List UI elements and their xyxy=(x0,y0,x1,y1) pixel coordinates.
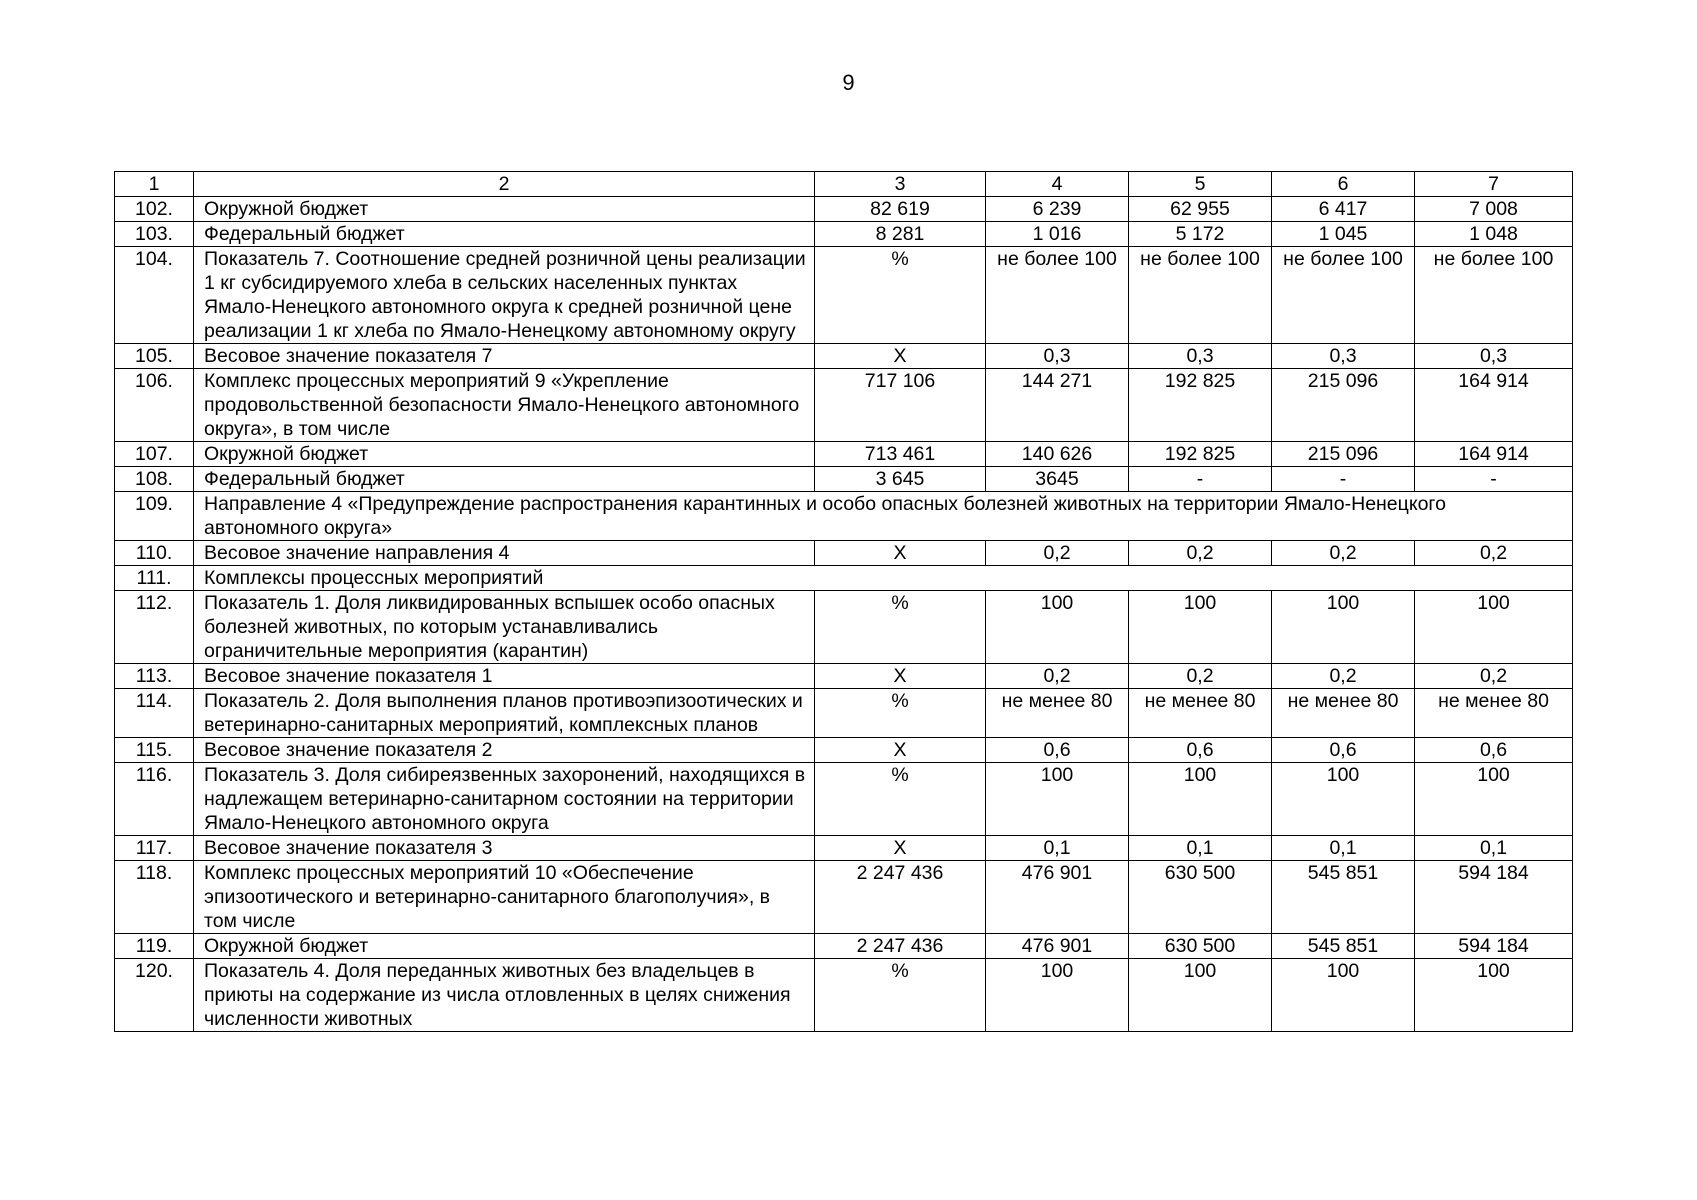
value-cell: 100 xyxy=(1272,763,1415,836)
value-cell: 3645 xyxy=(986,467,1129,492)
row-number-cell: 104. xyxy=(115,247,194,344)
value-cell: 0,3 xyxy=(1129,344,1272,369)
row-number-cell: 105. xyxy=(115,344,194,369)
value-cell: 215 096 xyxy=(1272,442,1415,467)
value-cell: 717 106 xyxy=(815,369,986,442)
row-number-cell: 115. xyxy=(115,738,194,763)
row-number-cell: 110. xyxy=(115,541,194,566)
table-row xyxy=(115,197,1573,222)
value-cell: 0,1 xyxy=(1129,836,1272,861)
value-cell: 100 xyxy=(1272,959,1415,1032)
value-cell: Х xyxy=(815,836,986,861)
table-row xyxy=(115,222,1573,247)
row-number-cell: 114. xyxy=(115,689,194,738)
indicator-name-cell: Весовое значение показателя 7 xyxy=(194,344,815,369)
indicator-name-cell: Федеральный бюджет xyxy=(194,467,815,492)
value-cell: 62 955 xyxy=(1129,197,1272,222)
value-cell: 192 825 xyxy=(1129,442,1272,467)
value-cell: - xyxy=(1272,467,1415,492)
value-cell: 1 045 xyxy=(1272,222,1415,247)
table-row xyxy=(115,442,1573,467)
value-cell: 0,6 xyxy=(1129,738,1272,763)
column-number-cell: 1 xyxy=(115,172,194,197)
value-cell: 0,2 xyxy=(986,541,1129,566)
section-title-cell: Комплексы процессных мероприятий xyxy=(194,566,1573,591)
value-cell: 100 xyxy=(1129,591,1272,664)
value-cell: 545 851 xyxy=(1272,934,1415,959)
indicator-name-cell: Показатель 4. Доля переданных животных без владельцев в приюты на содержание из числа отловленных в целях снижения численности животных xyxy=(194,959,815,1032)
column-number-cell: 7 xyxy=(1415,172,1573,197)
row-number-cell: 108. xyxy=(115,467,194,492)
table-row xyxy=(115,369,1573,442)
value-cell: Х xyxy=(815,664,986,689)
indicator-name-cell: Комплекс процессных мероприятий 9 «Укрепление продовольственной безопасности Ямало-Ненецкого автономного округа», в том числе xyxy=(194,369,815,442)
value-cell: 6 239 xyxy=(986,197,1129,222)
row-number-cell: 112. xyxy=(115,591,194,664)
value-cell: 0,1 xyxy=(1272,836,1415,861)
indicator-name-cell: Показатель 7. Соотношение средней розничной цены реализации 1 кг субсидируемого хлеба в сельских населенных пунктах Ямало-Ненецкого автономного округа к средней розничной цене реализации 1 кг хлеба по Ямало-Ненецкому автономному округу xyxy=(194,247,815,344)
row-number-cell: 102. xyxy=(115,197,194,222)
value-cell: 164 914 xyxy=(1415,369,1573,442)
value-cell: 594 184 xyxy=(1415,934,1573,959)
table-row xyxy=(115,836,1573,861)
table-row xyxy=(115,664,1573,689)
indicator-name-cell: Окружной бюджет xyxy=(194,197,815,222)
value-cell: 0,2 xyxy=(1129,664,1272,689)
value-cell: 0,2 xyxy=(1415,541,1573,566)
value-cell: 0,1 xyxy=(1415,836,1573,861)
value-cell: 5 172 xyxy=(1129,222,1272,247)
table-header-row xyxy=(115,172,1573,197)
column-number-cell: 4 xyxy=(986,172,1129,197)
value-cell: не менее 80 xyxy=(1129,689,1272,738)
table-row xyxy=(115,467,1573,492)
value-cell: 2 247 436 xyxy=(815,934,986,959)
indicator-name-cell: Весовое значение направления 4 xyxy=(194,541,815,566)
value-cell: 0,1 xyxy=(986,836,1129,861)
value-cell: 6 417 xyxy=(1272,197,1415,222)
indicator-name-cell: Федеральный бюджет xyxy=(194,222,815,247)
value-cell: 164 914 xyxy=(1415,442,1573,467)
column-number-cell: 3 xyxy=(815,172,986,197)
value-cell: Х xyxy=(815,344,986,369)
table-row xyxy=(115,934,1573,959)
value-cell: 545 851 xyxy=(1272,861,1415,934)
indicator-name-cell: Весовое значение показателя 1 xyxy=(194,664,815,689)
indicator-name-cell: Показатель 1. Доля ликвидированных вспышек особо опасных болезней животных, по которым устанавливались ограничительные мероприятия (карантин) xyxy=(194,591,815,664)
value-cell: 3 645 xyxy=(815,467,986,492)
value-cell: 140 626 xyxy=(986,442,1129,467)
value-cell: не менее 80 xyxy=(986,689,1129,738)
value-cell: 82 619 xyxy=(815,197,986,222)
value-cell: 0,3 xyxy=(1272,344,1415,369)
indicator-name-cell: Окружной бюджет xyxy=(194,442,815,467)
value-cell: не более 100 xyxy=(1272,247,1415,344)
value-cell: не менее 80 xyxy=(1415,689,1573,738)
row-number-cell: 111. xyxy=(115,566,194,591)
value-cell: 1 048 xyxy=(1415,222,1573,247)
value-cell: 100 xyxy=(986,763,1129,836)
row-number-cell: 119. xyxy=(115,934,194,959)
value-cell: 100 xyxy=(986,959,1129,1032)
value-cell: 215 096 xyxy=(1272,369,1415,442)
value-cell: 0,3 xyxy=(986,344,1129,369)
row-number-cell: 117. xyxy=(115,836,194,861)
table-row xyxy=(115,492,1573,541)
value-cell: 192 825 xyxy=(1129,369,1272,442)
column-number-cell: 2 xyxy=(194,172,815,197)
value-cell: 100 xyxy=(986,591,1129,664)
indicators-table xyxy=(114,171,1573,1032)
value-cell: % xyxy=(815,689,986,738)
page-number: 9 xyxy=(842,70,855,95)
indicator-name-cell: Весовое значение показателя 2 xyxy=(194,738,815,763)
value-cell: не менее 80 xyxy=(1272,689,1415,738)
row-number-cell: 113. xyxy=(115,664,194,689)
value-cell: 0,6 xyxy=(1272,738,1415,763)
row-number-cell: 120. xyxy=(115,959,194,1032)
value-cell: 2 247 436 xyxy=(815,861,986,934)
column-number-cell: 5 xyxy=(1129,172,1272,197)
row-number-cell: 106. xyxy=(115,369,194,442)
value-cell: 0,2 xyxy=(1272,541,1415,566)
value-cell: 594 184 xyxy=(1415,861,1573,934)
value-cell: % xyxy=(815,959,986,1032)
value-cell: Х xyxy=(815,738,986,763)
row-number-cell: 118. xyxy=(115,861,194,934)
value-cell: 100 xyxy=(1129,763,1272,836)
value-cell: 0,3 xyxy=(1415,344,1573,369)
value-cell: 713 461 xyxy=(815,442,986,467)
row-number-cell: 103. xyxy=(115,222,194,247)
value-cell: 0,6 xyxy=(1415,738,1573,763)
value-cell: 100 xyxy=(1415,591,1573,664)
value-cell: - xyxy=(1415,467,1573,492)
table-row xyxy=(115,566,1573,591)
indicator-name-cell: Показатель 3. Доля сибиреязвенных захоронений, находящихся в надлежащем ветеринарно-санитарном состоянии на территории Ямало-Ненецкого автономного округа xyxy=(194,763,815,836)
value-cell: не более 100 xyxy=(986,247,1129,344)
value-cell: 476 901 xyxy=(986,861,1129,934)
indicator-name-cell: Комплекс процессных мероприятий 10 «Обеспечение эпизоотического и ветеринарно-санитарного благополучия», в том числе xyxy=(194,861,815,934)
column-number-cell: 6 xyxy=(1272,172,1415,197)
value-cell: 100 xyxy=(1415,763,1573,836)
table-row xyxy=(115,959,1573,1032)
value-cell: - xyxy=(1129,467,1272,492)
value-cell: % xyxy=(815,763,986,836)
section-title-cell: Направление 4 «Предупреждение распространения карантинных и особо опасных болезней животных на территории Ямало-Ненецкого автономного округа» xyxy=(194,492,1573,541)
value-cell: 0,2 xyxy=(1129,541,1272,566)
table-row xyxy=(115,738,1573,763)
value-cell: 100 xyxy=(1415,959,1573,1032)
table-row xyxy=(115,689,1573,738)
value-cell: 100 xyxy=(1129,959,1272,1032)
value-cell: 0,2 xyxy=(1272,664,1415,689)
indicator-name-cell: Весовое значение показателя 3 xyxy=(194,836,815,861)
value-cell: % xyxy=(815,247,986,344)
value-cell: 630 500 xyxy=(1129,934,1272,959)
value-cell: 0,2 xyxy=(986,664,1129,689)
row-number-cell: 116. xyxy=(115,763,194,836)
value-cell: 144 271 xyxy=(986,369,1129,442)
value-cell: не более 100 xyxy=(1415,247,1573,344)
table-row xyxy=(115,247,1573,344)
table-row xyxy=(115,763,1573,836)
table-row xyxy=(115,344,1573,369)
value-cell: 8 281 xyxy=(815,222,986,247)
value-cell: 1 016 xyxy=(986,222,1129,247)
value-cell: Х xyxy=(815,541,986,566)
value-cell: 0,2 xyxy=(1415,664,1573,689)
indicator-name-cell: Показатель 2. Доля выполнения планов противоэпизоотических и ветеринарно-санитарных мероприятий, комплексных планов xyxy=(194,689,815,738)
table-row xyxy=(115,591,1573,664)
value-cell: не более 100 xyxy=(1129,247,1272,344)
table-row xyxy=(115,541,1573,566)
indicator-name-cell: Окружной бюджет xyxy=(194,934,815,959)
value-cell: 7 008 xyxy=(1415,197,1573,222)
value-cell: 630 500 xyxy=(1129,861,1272,934)
value-cell: 476 901 xyxy=(986,934,1129,959)
table-row xyxy=(115,861,1573,934)
value-cell: 0,6 xyxy=(986,738,1129,763)
value-cell: 100 xyxy=(1272,591,1415,664)
value-cell: % xyxy=(815,591,986,664)
row-number-cell: 107. xyxy=(115,442,194,467)
row-number-cell: 109. xyxy=(115,492,194,541)
